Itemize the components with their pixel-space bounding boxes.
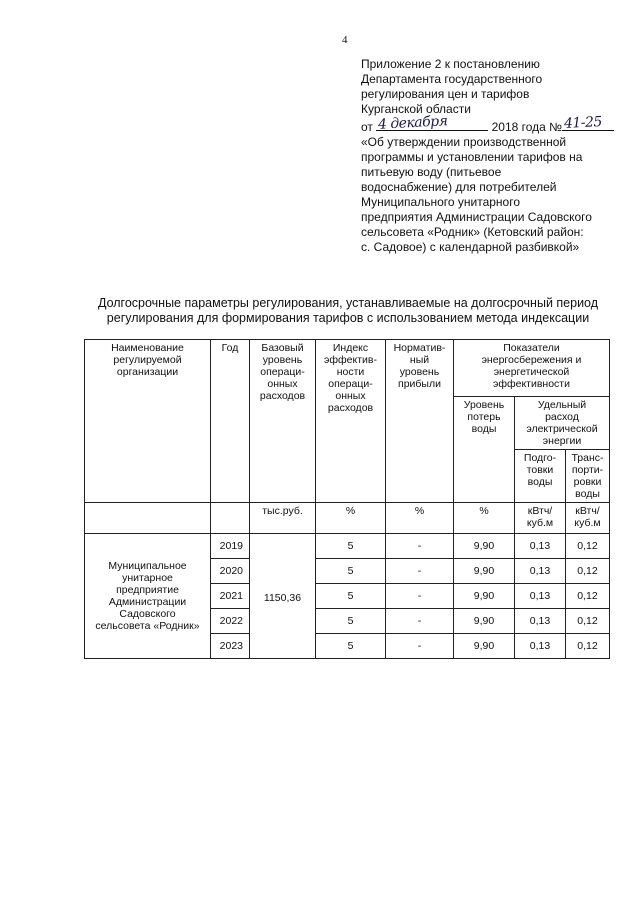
unit-base: тыс.руб. [250, 503, 316, 534]
title-line: регулирования для формирования тарифов с использованием метода индексации [106, 311, 590, 325]
date-prefix: от [361, 120, 373, 134]
header-line: Приложение 2 к постановлению [361, 57, 540, 71]
header-water-losses: Уровень потерь воды [454, 397, 515, 503]
index-cell: 5 [316, 634, 386, 659]
resolution-line: водоснабжение) для потребителей [361, 180, 557, 194]
resolution-line: «Об утверждении производственной [361, 135, 567, 149]
title-line: Долгосрочные параметры регулирования, устанавливаемые на долгосрочный период [97, 296, 599, 310]
header-specific-consumption: Удельный расход электрической энергии [515, 397, 610, 450]
index-cell: 5 [316, 534, 386, 559]
preparation-cell: 0,13 [515, 559, 566, 584]
resolution-line: с. Садовое) с календарной разбивкой» [361, 240, 580, 254]
year-cell: 2023 [211, 634, 250, 659]
profit-cell: - [386, 634, 454, 659]
number-blank [562, 114, 614, 132]
year-cell: 2019 [211, 534, 250, 559]
header-row [85, 340, 610, 397]
handwritten-date: 4 декабря [377, 113, 449, 133]
unit-index: % [316, 503, 386, 534]
header-line: регулирования цен и тарифов [361, 87, 530, 101]
profit-cell: - [386, 609, 454, 634]
table-row [85, 534, 610, 559]
year-cell: 2021 [211, 584, 250, 609]
year-cell: 2022 [211, 609, 250, 634]
unit-transport: кВтч/ куб.м [566, 503, 610, 534]
unit-losses: % [454, 503, 515, 534]
preparation-cell: 0,13 [515, 534, 566, 559]
transport-cell: 0,12 [566, 634, 610, 659]
header-energy-indicators: Показатели энергосбережения и энергетической эффективности [454, 340, 610, 397]
date-blank [376, 113, 488, 133]
losses-cell: 9,90 [454, 634, 515, 659]
transport-cell: 0,12 [566, 534, 610, 559]
transport-cell: 0,12 [566, 559, 610, 584]
header-year: Год [211, 340, 250, 503]
year-cell: 2020 [211, 559, 250, 584]
index-cell: 5 [316, 584, 386, 609]
header-org: Наименование регулируемой организации [85, 340, 211, 503]
profit-cell: - [386, 534, 454, 559]
preparation-cell: 0,13 [515, 609, 566, 634]
units-row [85, 503, 610, 534]
index-cell: 5 [316, 609, 386, 634]
regulation-parameters-table [84, 339, 610, 659]
resolution-line: питьевую воду (питьевое [361, 165, 502, 179]
profit-cell: - [386, 559, 454, 584]
losses-cell: 9,90 [454, 584, 515, 609]
unit-cell [85, 503, 211, 534]
header-profit-level: Норматив- ный уровень прибыли [386, 340, 454, 503]
unit-profit: % [386, 503, 454, 534]
unit-preparation: кВтч/ куб.м [515, 503, 566, 534]
preparation-cell: 0,13 [515, 634, 566, 659]
header-base-expenses: Базовый уровень операци- онных расходов [250, 340, 316, 503]
year-text: 2018 года № [491, 120, 563, 134]
resolution-line: предприятия Администрации Садовского [361, 210, 592, 224]
header-water-transport: Транс- порти- ровки воды [566, 450, 610, 503]
header-date-line [361, 113, 611, 135]
index-cell: 5 [316, 559, 386, 584]
organization-name: Муниципальное унитарное предприятие Администрации Садовского сельсовета «Родник» [85, 534, 211, 659]
resolution-line: сельсовета «Родник» (Кетовский район: [361, 225, 584, 239]
resolution-line: Муниципального унитарного [361, 195, 521, 209]
profit-cell: - [386, 584, 454, 609]
page-number: 4 [342, 34, 348, 46]
base-expenses-value: 1150,36 [250, 534, 316, 659]
unit-cell [211, 503, 250, 534]
header-line: Курганской области [361, 102, 471, 116]
header-line: Департамента государственного [361, 72, 543, 86]
header-water-preparation: Подго- товки воды [515, 450, 566, 503]
resolution-line: программы и установлении тарифов на [361, 150, 583, 164]
header-efficiency-index: Индекс эффектив- ности операци- онных расходов [316, 340, 386, 503]
appendix-header [361, 57, 611, 255]
document-title [84, 296, 612, 326]
losses-cell: 9,90 [454, 534, 515, 559]
losses-cell: 9,90 [454, 609, 515, 634]
transport-cell: 0,12 [566, 609, 610, 634]
preparation-cell: 0,13 [515, 584, 566, 609]
losses-cell: 9,90 [454, 559, 515, 584]
handwritten-number: 41-25 [563, 114, 603, 132]
transport-cell: 0,12 [566, 584, 610, 609]
